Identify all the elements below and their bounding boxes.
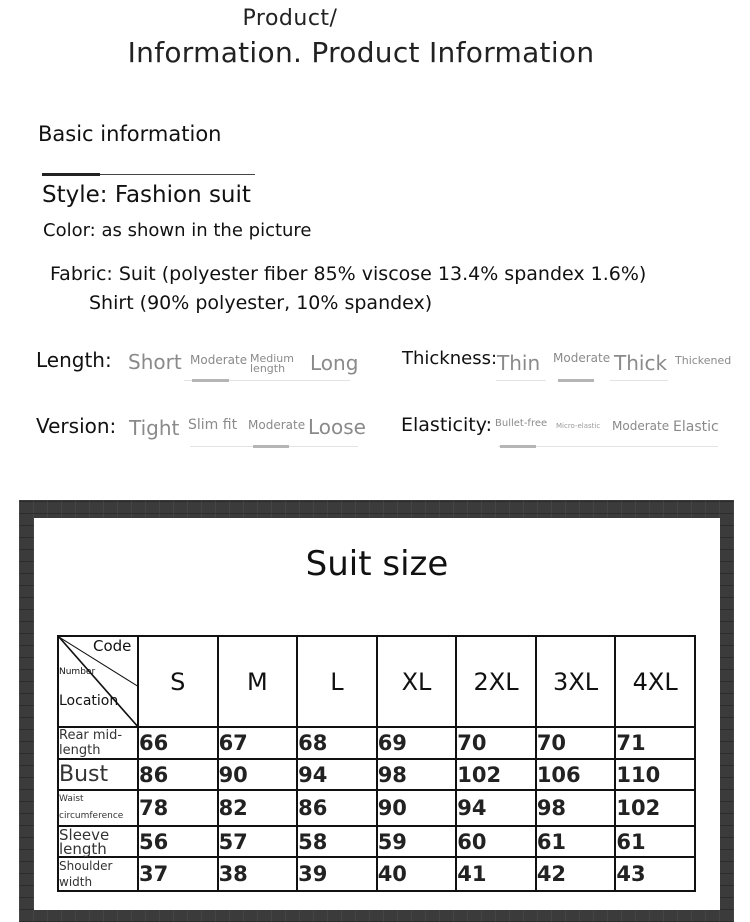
table-cell: 38: [218, 857, 298, 891]
table-cell: 59: [377, 826, 457, 857]
table-cell: 56: [138, 826, 218, 857]
table-cell: 68: [297, 727, 377, 759]
table-cell: 98: [536, 790, 616, 826]
length-option-moderate: Moderate: [190, 353, 248, 367]
fabric-text: Fabric: Suit (polyester fiber 85% viscose 13.4% spandex 1.6%): [50, 263, 647, 285]
thickness-track-2: [610, 380, 668, 381]
elasticity-option-elastic: Elastic: [673, 419, 719, 435]
table-cell: 69: [377, 727, 457, 759]
page-title: Information. Product Information: [127, 36, 595, 69]
table-cell: 60: [456, 826, 536, 857]
table-row: [58, 790, 695, 826]
thickness-selected-marker: [558, 379, 594, 382]
size-header-l: L: [297, 636, 377, 727]
color-text: Color: as shown in the picture: [43, 220, 312, 241]
table-cell: 42: [536, 857, 616, 891]
table-cell: 41: [456, 857, 536, 891]
thickness-option-thin: Thin: [497, 351, 541, 375]
length-option-long: Long: [310, 351, 359, 375]
table-cell: 58: [297, 826, 377, 857]
size-header-2xl: 2XL: [456, 636, 536, 727]
row-label-bust: Bust: [58, 759, 138, 790]
row-label-waist-circumference: Waist circumference: [58, 790, 138, 826]
table-cell: 110: [615, 759, 695, 790]
table-row: [58, 759, 695, 790]
elasticity-selected-marker: [500, 445, 536, 448]
table-cell: 102: [615, 790, 695, 826]
title-underline-accent: [42, 173, 100, 176]
table-cell: 86: [297, 790, 377, 826]
size-header-s: S: [138, 636, 218, 727]
table-cell: 94: [297, 759, 377, 790]
length-label: Length:: [36, 348, 112, 372]
table-cell: 106: [536, 759, 616, 790]
thickness-option-moderate: Moderate: [553, 351, 611, 365]
elasticity-label: Elasticity:: [401, 414, 492, 436]
elasticity-option-bullet-free: Bullet-free: [495, 418, 548, 429]
table-cell: 82: [218, 790, 298, 826]
size-header-m: M: [218, 636, 298, 727]
table-corner-cell: [58, 636, 138, 727]
size-chart-title: Suit size: [305, 544, 449, 584]
header-line-1: Product/: [242, 6, 338, 31]
row-label-shoulder-width: Shoulder width: [58, 857, 138, 891]
table-cell: 67: [218, 727, 298, 759]
length-selected-marker: [192, 379, 229, 382]
size-header-3xl: 3XL: [536, 636, 616, 727]
thickness-option-thick: Thick: [614, 351, 668, 375]
table-cell: 71: [615, 727, 695, 759]
thickness-label: Thickness:: [402, 348, 498, 369]
table-cell: 61: [536, 826, 616, 857]
style-text: Style: Fashion suit: [42, 182, 251, 208]
size-header-4xl: 4XL: [615, 636, 695, 727]
table-cell: 102: [456, 759, 536, 790]
size-table: [57, 635, 696, 892]
version-option-moderate: Moderate: [248, 418, 306, 432]
length-option-medium: Medium length: [250, 352, 294, 375]
row-label-sleeve-length: Sleeve length: [58, 826, 138, 857]
size-header-row: [58, 636, 695, 727]
version-option-loose: Loose: [308, 415, 366, 439]
length-option-short: Short: [128, 350, 182, 374]
table-cell: 90: [377, 790, 457, 826]
thickness-option-thickened: Thickened: [675, 354, 732, 367]
elasticity-option-moderate: Moderate: [612, 419, 670, 433]
version-option-slim-fit: Slim fit: [188, 417, 238, 433]
thickness-track-1: [496, 380, 546, 381]
basic-info-title: Basic information: [38, 122, 222, 146]
version-option-tight: Tight: [129, 416, 180, 440]
table-cell: 40: [377, 857, 457, 891]
corner-code-label: Code: [93, 637, 132, 655]
fabric-shirt-text: Shirt (90% polyester, 10% spandex): [89, 292, 433, 314]
table-cell: 61: [615, 826, 695, 857]
version-selected-marker: [253, 445, 289, 448]
table-row: [58, 857, 695, 891]
table-cell: 57: [218, 826, 298, 857]
corner-number-label: Number: [59, 667, 96, 677]
table-cell: 78: [138, 790, 218, 826]
version-label: Version:: [36, 414, 117, 438]
table-cell: 90: [218, 759, 298, 790]
table-cell: 39: [297, 857, 377, 891]
table-cell: 98: [377, 759, 457, 790]
table-row: [58, 826, 695, 857]
elasticity-option-micro-elastic: Micro-elastic: [556, 422, 601, 430]
table-cell: 86: [138, 759, 218, 790]
table-cell: 37: [138, 857, 218, 891]
table-cell: 43: [615, 857, 695, 891]
table-cell: 70: [456, 727, 536, 759]
size-header-xl: XL: [377, 636, 457, 727]
table-cell: 66: [138, 727, 218, 759]
row-label-rear-mid-length: Rear mid-length: [58, 727, 138, 759]
table-cell: 94: [456, 790, 536, 826]
table-row: [58, 727, 695, 759]
corner-location-label: Location: [59, 693, 119, 709]
table-cell: 70: [536, 727, 616, 759]
